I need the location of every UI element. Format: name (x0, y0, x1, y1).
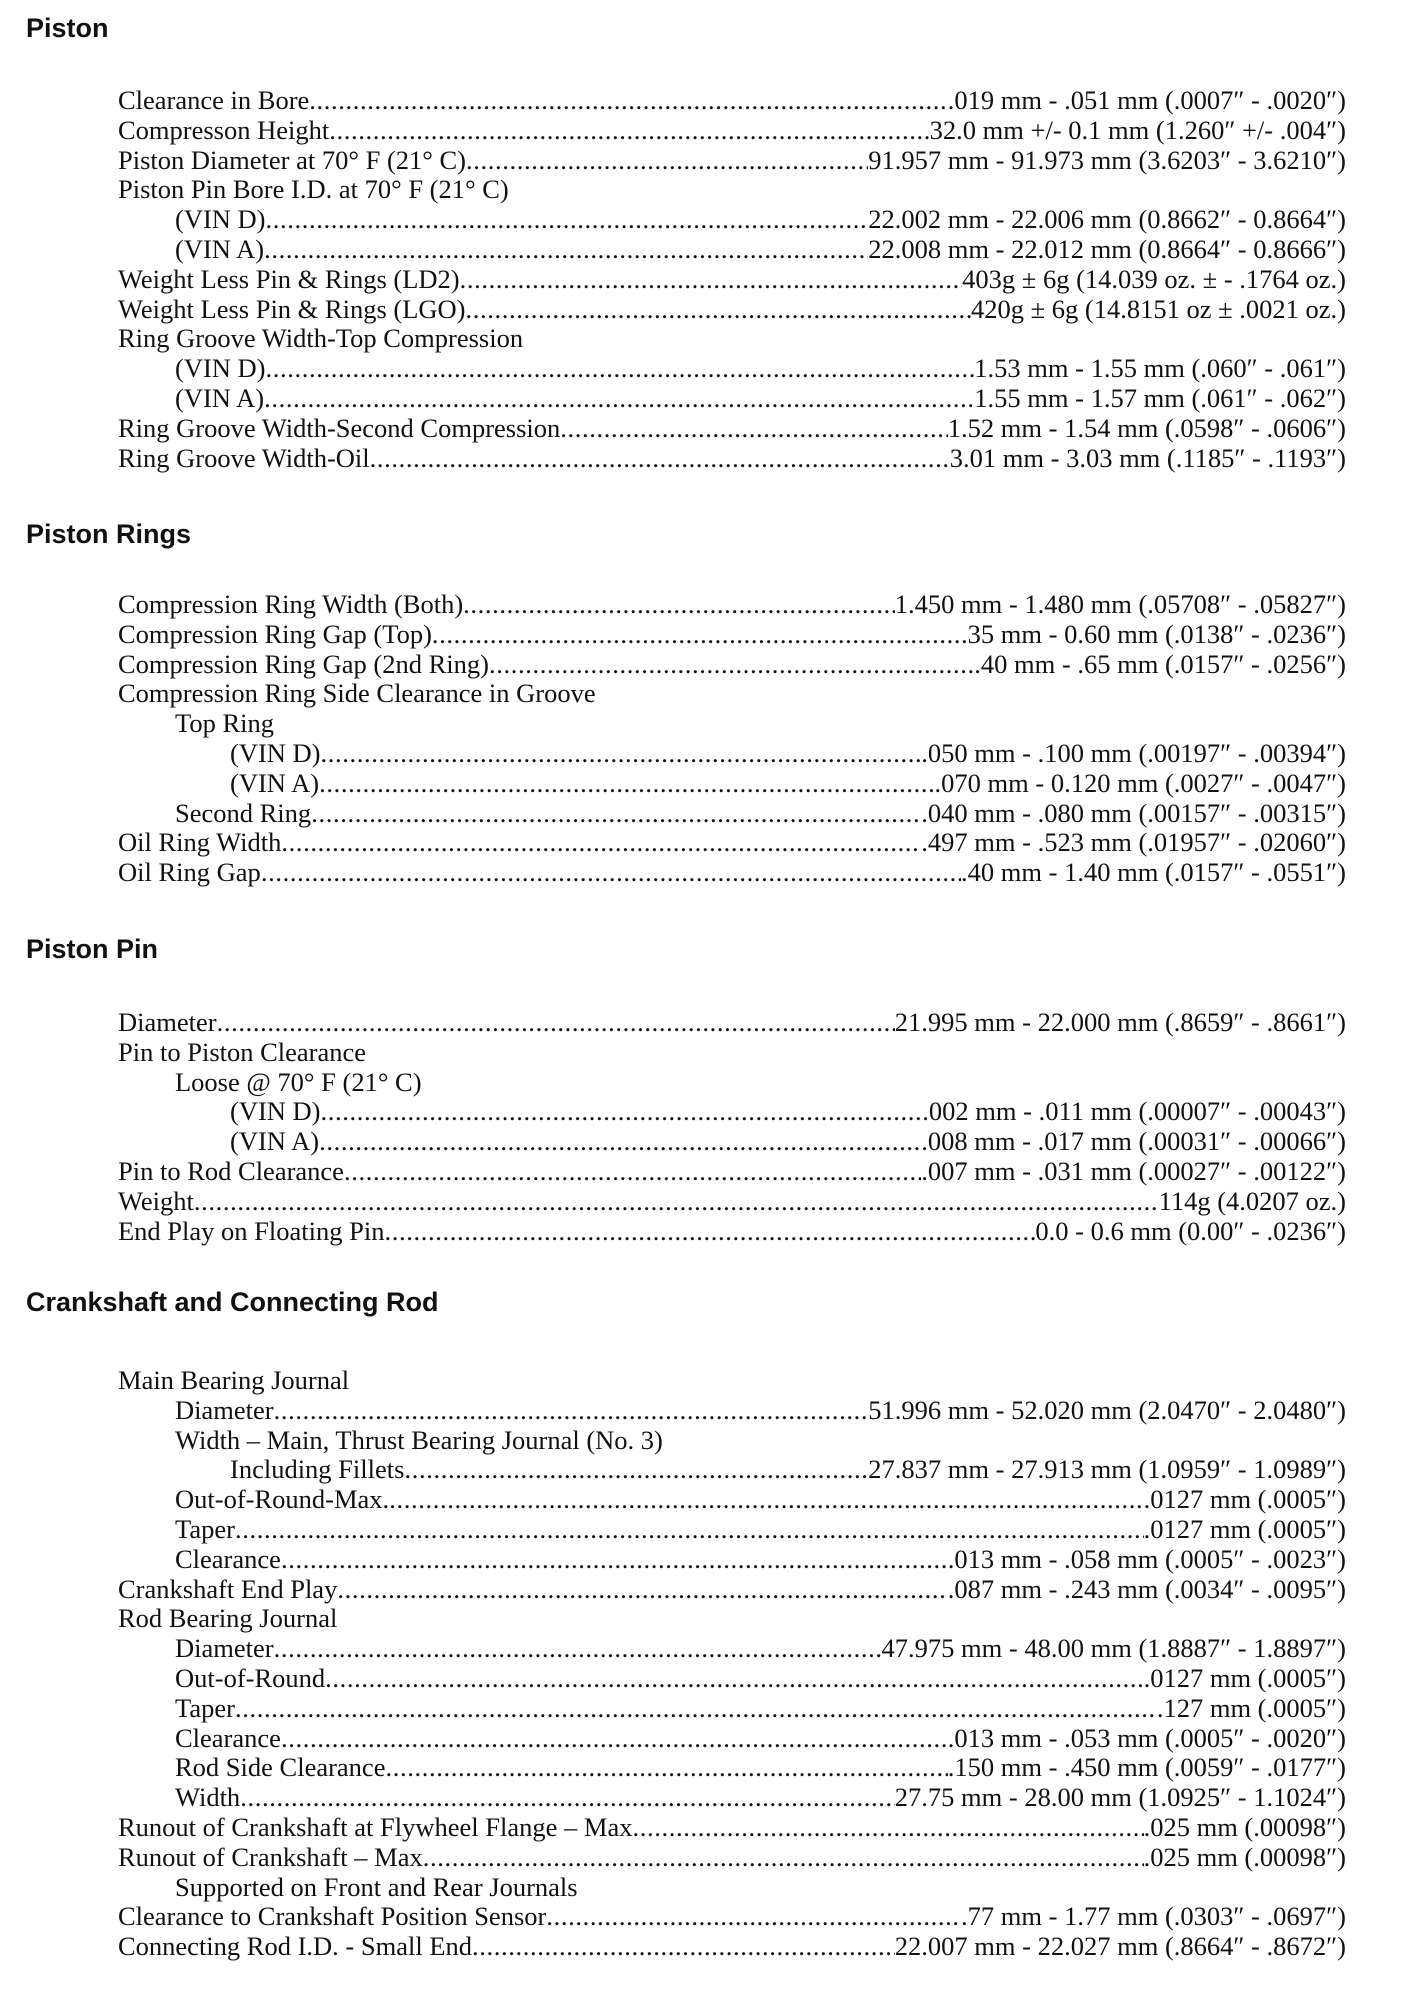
spec-label: Compression Ring Side Clearance in Groove (118, 678, 596, 709)
spec-row (0, 828, 1408, 858)
dot-leader (389, 1485, 1143, 1515)
spec-row (0, 799, 1408, 829)
spec-value: .127 mm (.0005″) (1156, 1692, 1346, 1723)
spec-row (0, 175, 1408, 205)
dot-leader (319, 769, 934, 799)
section-heading-piston-rings: Piston Rings (26, 519, 192, 549)
spec-row (0, 1902, 1408, 1932)
spec-row (0, 1873, 1408, 1903)
dot-leader (460, 265, 963, 295)
spec-value: 1.55 mm - 1.57 mm (.061″ - .062″) (974, 382, 1346, 413)
dot-leader (240, 1783, 895, 1813)
section-piston (0, 86, 1408, 473)
spec-row (0, 1753, 1408, 1783)
dot-leader (235, 1515, 1144, 1545)
spec-row (0, 679, 1408, 709)
spec-label: (VIN A) (230, 767, 320, 798)
dot-leader (235, 1694, 1157, 1724)
dot-leader (632, 1813, 1143, 1843)
spec-value: .019 mm - .051 mm (.0007″ - .0020″) (947, 85, 1346, 115)
dot-leader (385, 1217, 1036, 1247)
spec-label: Diameter (175, 1633, 274, 1664)
dot-leader (319, 1127, 921, 1157)
spec-row (0, 769, 1408, 799)
spec-row (0, 295, 1408, 325)
spec-value: .050 mm - .100 mm (.00197″ - .00394″) (921, 737, 1346, 768)
spec-label: Including Fillets (230, 1454, 405, 1485)
section-heading-piston: Piston (26, 13, 109, 43)
spec-row (0, 354, 1408, 384)
spec-row (0, 1366, 1408, 1396)
spec-label: Out-of-Round-Max. (175, 1484, 390, 1515)
spec-label: Oil Ring Width (118, 827, 282, 858)
section-heading-piston-pin: Piston Pin (26, 934, 159, 964)
spec-label: Runout of Crankshaft at Flywheel Flange – Max (118, 1811, 633, 1842)
spec-value: 27.837 mm - 27.913 mm (1.0959″ - 1.0989″) (868, 1454, 1346, 1485)
spec-label: Compression Ring Width (Both) (118, 589, 464, 619)
spec-row (0, 1396, 1408, 1426)
spec-label: Clearance (175, 1543, 281, 1574)
spec-label: Piston Pin Bore I.D. at 70° F (21° C) (118, 174, 509, 205)
spec-label: (VIN A) (175, 382, 265, 413)
spec-label: (VIN D) (230, 737, 321, 768)
dot-leader (325, 1664, 1143, 1694)
dot-leader (321, 739, 922, 769)
spec-label: Runout of Crankshaft – Max (118, 1841, 423, 1872)
spec-row (0, 1038, 1408, 1068)
spec-label: (VIN D) (230, 1096, 321, 1127)
spec-row (0, 1217, 1408, 1247)
spec-value: .77 mm - 1.77 mm (.0303″ - .0697″) (961, 1901, 1346, 1932)
dot-leader (264, 235, 868, 265)
spec-row (0, 235, 1408, 265)
spec-value: 22.002 mm - 22.006 mm (0.8662″ - 0.8664″) (868, 204, 1346, 235)
spec-label: Weight (118, 1185, 194, 1216)
spec-value: .0127 mm (.0005″) (1143, 1513, 1346, 1544)
spec-value: 403g ± 6g (14.039 oz. ± - .1764 oz.) (962, 263, 1346, 294)
spec-row (0, 1664, 1408, 1694)
dot-leader (472, 1932, 895, 1962)
spec-value: .150 mm - .450 mm (.0059″ - .0177″) (947, 1752, 1346, 1783)
spec-row (0, 1068, 1408, 1098)
spec-value: .013 mm - .053 mm (.0005″ - .0020″) (947, 1722, 1346, 1753)
spec-label: Oil Ring Gap (118, 857, 261, 888)
spec-value: .087 mm - .243 mm (.0034″ - .0095″) (947, 1573, 1346, 1604)
dot-leader (281, 828, 921, 858)
spec-value: 91.957 mm - 91.973 mm (3.6203″ - 3.6210″) (868, 144, 1346, 175)
spec-row (0, 1783, 1408, 1813)
section-heading-crankshaft: Crankshaft and Connecting Rod (26, 1287, 439, 1317)
spec-row (0, 116, 1408, 146)
spec-label: Main Bearing Journal (118, 1365, 350, 1395)
spec-value: .025 mm (.00098″) (1143, 1811, 1346, 1842)
spec-value: .013 mm - .058 mm (.0005″ - .0023″) (947, 1543, 1346, 1574)
spec-value: .070 mm - 0.120 mm (.0027″ - .0047″) (934, 767, 1346, 798)
spec-row (0, 1575, 1408, 1605)
spec-row (0, 650, 1408, 680)
dot-leader (385, 1753, 947, 1783)
spec-label: (VIN A) (230, 1126, 320, 1157)
dot-leader (217, 1008, 895, 1038)
spec-row (0, 1097, 1408, 1127)
spec-label: Diameter (175, 1394, 274, 1425)
spec-value: 47.975 mm - 48.00 mm (1.8887″ - 1.8897″) (881, 1633, 1346, 1664)
spec-value: .002 mm - .011 mm (.00007″ - .00043″) (922, 1096, 1346, 1127)
spec-value: 27.75 mm - 28.00 mm (1.0925″ - 1.1024″) (894, 1782, 1346, 1813)
dot-leader (274, 1634, 882, 1664)
spec-row (0, 858, 1408, 888)
spec-row (0, 1157, 1408, 1187)
spec-label: Connecting Rod I.D. - Small End (118, 1931, 473, 1962)
spec-value: 51.996 mm - 52.020 mm (2.0470″ - 2.0480″) (868, 1394, 1346, 1425)
spec-value: .0127 mm (.0005″) (1143, 1662, 1346, 1693)
spec-value: .497 mm - .523 mm (.01957″ - .02060″) (921, 827, 1346, 858)
spec-value: .40 mm - 1.40 mm (.0157″ - .0551″) (961, 857, 1346, 888)
dot-leader (281, 1724, 948, 1754)
dot-leader (337, 1575, 947, 1605)
spec-label: End Play on Floating Pin (118, 1215, 385, 1246)
spec-label: Diameter (118, 1007, 217, 1037)
spec-value: .040 mm - .080 mm (.00157″ - .00315″) (921, 797, 1346, 828)
dot-leader (370, 444, 950, 474)
spec-label: Ring Groove Width-Second Compression (118, 412, 561, 443)
dot-leader (194, 1187, 1159, 1217)
spec-value: 0.0 - 0.6 mm (0.00″ - .0236″) (1035, 1215, 1346, 1246)
spec-value: .007 mm - .031 mm (.00027″ - .00122″) (921, 1155, 1346, 1186)
spec-row (0, 1008, 1408, 1038)
spec-row (0, 1813, 1408, 1843)
spec-label: Ring Groove Width-Top Compression (118, 323, 524, 354)
spec-label: Pin to Rod Clearance (118, 1155, 344, 1186)
spec-label: Second Ring (175, 797, 312, 828)
spec-row (0, 1932, 1408, 1962)
spec-value: 420g ± 6g (14.8151 oz ± .0021 oz.) (970, 293, 1346, 324)
spec-row (0, 1604, 1408, 1634)
spec-row (0, 1545, 1408, 1575)
spec-label: Supported on Front and Rear Journals (175, 1871, 578, 1902)
spec-value: 1.52 mm - 1.54 mm (.0598″ - .0606″) (947, 412, 1346, 443)
spec-value: .008 mm - .017 mm (.00031″ - .00066″) (921, 1126, 1346, 1157)
spec-row (0, 1455, 1408, 1485)
spec-label: Compresson Height (118, 114, 330, 145)
spec-label: Piston Diameter at 70° F (21° C) (118, 144, 466, 175)
dot-leader (560, 414, 948, 444)
spec-value: 1.53 mm - 1.55 mm (.060″ - .061″) (974, 353, 1346, 384)
dot-leader (463, 590, 895, 620)
spec-label: Loose @ 70° F (21° C) (175, 1066, 422, 1097)
spec-label: Taper (175, 1692, 235, 1723)
spec-value: 32.0 mm +/- 0.1 mm (1.260″ +/- .004″) (929, 114, 1346, 145)
dot-leader (466, 295, 971, 325)
spec-row (0, 86, 1408, 116)
spec-value: 22.008 mm - 22.012 mm (0.8664″ - 0.8666″) (868, 233, 1346, 264)
spec-label: Pin to Piston Clearance (118, 1036, 367, 1067)
spec-label: Width – Main, Thrust Bearing Journal (No. 3) (175, 1424, 663, 1455)
spec-value: .40 mm - .65 mm (.0157″ - .0256″) (974, 648, 1346, 679)
spec-row (0, 324, 1408, 354)
spec-value: .0127 mm (.0005″) (1143, 1484, 1346, 1515)
section-crankshaft (0, 1366, 1408, 1962)
spec-label: Rod Side Clearance (175, 1752, 386, 1783)
dot-leader (423, 1843, 1144, 1873)
spec-row (0, 739, 1408, 769)
dot-leader (266, 205, 869, 235)
spec-value: .025 mm (.00098″) (1143, 1841, 1346, 1872)
spec-label: Clearance in Bore (118, 85, 310, 115)
spec-value: 114g (4.0207 oz.) (1158, 1185, 1346, 1216)
dot-leader (274, 1396, 869, 1426)
dot-leader (489, 650, 974, 680)
spec-row (0, 1127, 1408, 1157)
spec-label: (VIN D) (175, 204, 266, 235)
section-piston-rings (0, 590, 1408, 888)
section-piston-pin (0, 1008, 1408, 1246)
dot-leader (466, 146, 868, 176)
spec-row (0, 444, 1408, 474)
spec-label: Compression Ring Gap (2nd Ring) (118, 648, 489, 679)
spec-label: Out-of-Round (175, 1662, 326, 1693)
spec-value: 3.01 mm - 3.03 mm (.1185″ - .1193″) (949, 442, 1346, 473)
spec-row (0, 146, 1408, 176)
spec-row (0, 1634, 1408, 1664)
spec-row (0, 1426, 1408, 1456)
dot-leader (546, 1902, 961, 1932)
spec-label: Crankshaft End Play (118, 1573, 338, 1604)
spec-row (0, 1843, 1408, 1873)
dot-leader (404, 1455, 868, 1485)
spec-label: Ring Groove Width-Oil (118, 442, 370, 473)
dot-leader (264, 384, 974, 414)
dot-leader (311, 799, 921, 829)
spec-label: (VIN D) (175, 353, 266, 384)
spec-row (0, 709, 1408, 739)
spec-row (0, 1694, 1408, 1724)
spec-label: (VIN A) (175, 233, 265, 264)
dot-leader (281, 1545, 948, 1575)
dot-leader (432, 620, 961, 650)
spec-value: 1.450 mm - 1.480 mm (.05708″ - .05827″) (894, 589, 1346, 619)
spec-row (0, 590, 1408, 620)
spec-row (0, 1515, 1408, 1545)
spec-row (0, 384, 1408, 414)
spec-row (0, 414, 1408, 444)
spec-row (0, 205, 1408, 235)
spec-value: 21.995 mm - 22.000 mm (.8659″ - .8661″) (894, 1007, 1346, 1037)
spec-label: Width (175, 1782, 241, 1813)
spec-row (0, 265, 1408, 295)
spec-label: Rod Bearing Journal (118, 1603, 338, 1634)
spec-label: Weight Less Pin & Rings (LD2) (118, 263, 460, 294)
spec-value: 22.007 mm - 22.027 mm (.8664″ - .8672″) (894, 1931, 1346, 1962)
spec-row (0, 1187, 1408, 1217)
spec-row (0, 1724, 1408, 1754)
spec-label: Top Ring (175, 708, 274, 739)
spec-row (0, 1485, 1408, 1515)
dot-leader (329, 116, 929, 146)
dot-leader (344, 1157, 921, 1187)
spec-label: Taper (175, 1513, 235, 1544)
spec-label: Clearance to Crankshaft Position Sensor (118, 1901, 547, 1932)
dot-leader (261, 858, 961, 888)
spec-value: .35 mm - 0.60 mm (.0138″ - .0236″) (961, 618, 1346, 649)
spec-label: Compression Ring Gap (Top) (118, 618, 432, 649)
spec-row (0, 620, 1408, 650)
dot-leader (266, 354, 975, 384)
dot-leader (321, 1097, 923, 1127)
spec-label: Weight Less Pin & Rings (LGO) (118, 293, 466, 324)
spec-label: Clearance (175, 1722, 281, 1753)
dot-leader (309, 86, 948, 116)
